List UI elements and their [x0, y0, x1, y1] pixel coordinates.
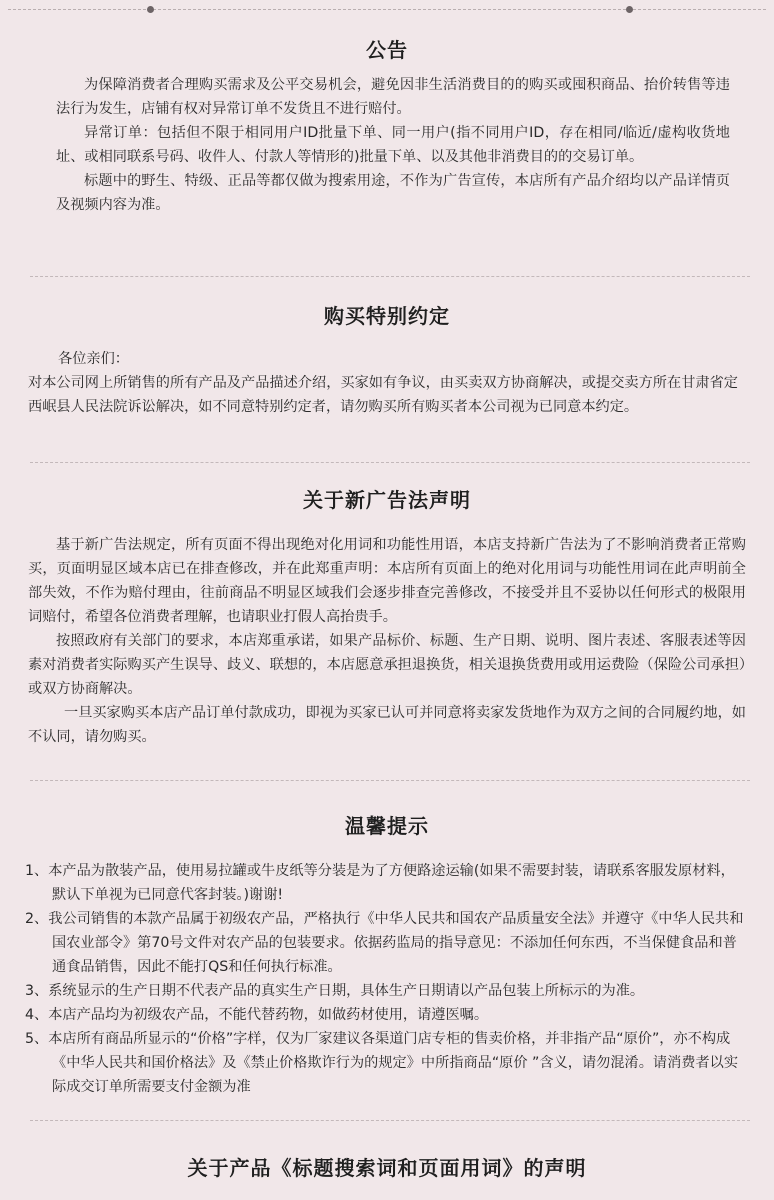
list-item: 1、本产品为散装产品，使用易拉罐或牛皮纸等分装是为了方便路途运输(如果不需要封装，请联系客服发原材料，默认下单视为已同意代客封装。)谢谢! [25, 863, 735, 903]
section-divider [30, 780, 750, 781]
agreement-title: 购买特别约定 [324, 304, 450, 328]
tips-section [0, 810, 774, 1099]
agreement-greeting: 各位亲们： [58, 351, 129, 367]
statement-title: 关于产品《标题搜索词和页面用词》的声明 [187, 1156, 587, 1180]
agreement-section [0, 300, 774, 419]
notice-paragraph-3: 标题中的野生、特级、正品等都仅做为搜索用途，不作为广告宣传，本店所有产品介绍均以产品详情页及视频内容为准。 [56, 173, 730, 213]
list-item: 4、本店产品均为初级农产品，不能代替药物，如做药材使用，请遵医嘱。 [25, 1007, 489, 1023]
ad-law-paragraph-2: 按照政府有关部门的要求，本店郑重承诺，如果产品标价、标题、生产日期、说明、图片表述、客服表述等因素对消费者实际购买产生误导、歧义、联想的，本店愿意承担退换货，相关退换货费用或用运费险（保险公司承担）或双方协商解决。 [28, 633, 746, 697]
ad-law-title: 关于新广告法声明 [303, 488, 471, 512]
list-item: 2、我公司销售的本款产品属于初级农产品，严格执行《中华人民共和国农产品质量安全法》并遵守《中华人民共和国农业部令》第70号文件对农产品的包装要求。依据药监局的指导意见：不添加任何东西，不当保健食品和普通食品销售，因此不能打QS和任何执行标准。 [25, 911, 744, 975]
list-item: 3、系统显示的生产日期不代表产品的真实生产日期，具体生产日期请以产品包装上所标示的为准。 [25, 983, 645, 999]
top-dashed-border [0, 6, 774, 14]
statement-section [0, 1152, 774, 1181]
dashed-line [8, 9, 766, 10]
section-divider [30, 1120, 750, 1121]
border-dot-icon [626, 6, 633, 13]
tips-title: 温馨提示 [345, 814, 429, 838]
notice-title: 公告 [366, 38, 408, 62]
notice-paragraph-1: 为保障消费者合理购买需求及公平交易机会，避免因非生活消费目的的购买或囤积商品、抬价转售等违法行为发生，店铺有权对异常订单不发货且不进行赔付。 [56, 77, 730, 117]
notice-paragraph-2: 异常订单：包括但不限于相同用户ID批量下单、同一用户(指不同用户ID，存在相同/临近/虚构收货地址、或相同联系号码、收件人、付款人等情形的)批量下单、以及其他非消费目的的交易订单。 [56, 125, 730, 165]
ad-law-section [0, 484, 774, 749]
tips-list [0, 839, 774, 1099]
list-item: 5、本店所有商品所显示的“价格”字样，仅为厂家建议各渠道门店专柜的售卖价格，并非指产品“原价”，亦不构成《中华人民共和国价格法》及《禁止价格欺诈行为的规定》中所指商品“原价 ”含义，请勿混淆。请消费者以实际成交订单所需要支付金额为准 [25, 1031, 739, 1095]
ad-law-paragraph-3: 一旦买家购买本店产品订单付款成功，即视为买家已认可并同意将卖家发货地作为双方之间的合同履约地，如不认同，请勿购买。 [28, 705, 746, 745]
section-divider [30, 462, 750, 463]
notice-section [0, 34, 774, 217]
agreement-paragraph: 对本公司网上所销售的所有产品及产品描述介绍，买家如有争议，由买卖双方协商解决，或提交卖方所在甘肃省定西岷县人民法院诉讼解决，如不同意特别约定者，请勿购买所有购买者本公司视为已同意本约定。 [28, 375, 738, 415]
border-dot-icon [147, 6, 154, 13]
ad-law-paragraph-1: 基于新广告法规定，所有页面不得出现绝对化用词和功能性用语，本店支持新广告法为了不影响消费者正常购买，页面明显区域本店已在排查修改，并在此郑重声明：本店所有页面上的绝对化用词与功能性用词在此声明前全部失效，不作为赔付理由，往前商品不明显区域我们会逐步排查完善修改，不接受并且不妥协以任何形式的极限用词赔付，希望各位消费者理解，也请职业打假人高抬贵手。 [28, 537, 746, 625]
section-divider [30, 276, 750, 277]
